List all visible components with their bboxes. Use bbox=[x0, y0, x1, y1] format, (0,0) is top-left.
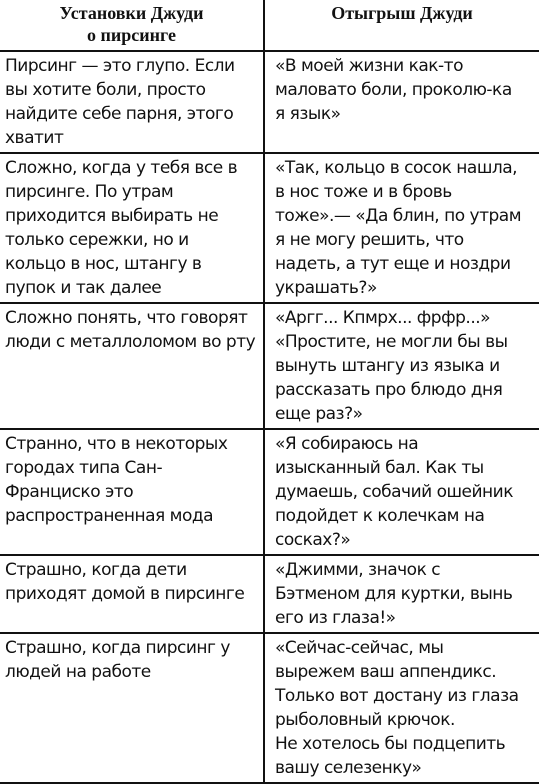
attitude-cell bbox=[0, 633, 264, 783]
performance-cell bbox=[264, 303, 539, 429]
attitude-text: Странно, что в некоторых городах типа Сан- Франциско это распространенная мода bbox=[5, 434, 228, 526]
performance-text: «Я собираюсь на изысканный бал. Как ты думаешь, собачий ошейник подойдет к колечкам на сосках?» bbox=[275, 434, 513, 550]
table-row bbox=[0, 633, 539, 783]
attitude-cell bbox=[0, 51, 264, 153]
performance-cell bbox=[264, 51, 539, 153]
performance-text: «Сейчас-сейчас, мы вырежем ваш аппендикс. Только вот достану из глаза рыболовный крючок. Не хотелось бы подцепить вашу селезенку» bbox=[275, 638, 519, 778]
attitude-cell bbox=[0, 303, 264, 429]
attitude-text: Страшно, когда пирсинг у людей на работе bbox=[5, 638, 230, 682]
table-row bbox=[0, 303, 539, 429]
performance-text: «Джимми, значок с Бэтменом для куртки, вынь его из глаза!» bbox=[275, 560, 513, 628]
header-attitudes-text: Установки Джуди о пирсинге bbox=[59, 3, 204, 45]
performance-text: «Аргг... Кпмрх... фрфр...» «Простите, не могли бы вы вынуть штангу из языка и рассказать про блюдо дня еще раз?» bbox=[275, 308, 508, 424]
attitude-text: Сложно понять, что говорят люди с металлоломом во рту bbox=[5, 308, 256, 352]
attitude-cell bbox=[0, 153, 264, 303]
attitude-text: Страшно, когда дети приходят домой в пирсинге bbox=[5, 560, 245, 604]
performance-cell bbox=[264, 633, 539, 783]
performance-text: «В моей жизни как-то маловато боли, проколю-ка я язык» bbox=[275, 56, 512, 124]
attitude-cell bbox=[0, 555, 264, 633]
table-header bbox=[0, 0, 539, 51]
header-row bbox=[0, 0, 539, 51]
table-row bbox=[0, 429, 539, 555]
attitude-text: Сложно, когда у тебя все в пирсинге. По утрам приходится выбирать не только сережки, но и кольцо в нос, штангу в пупок и так далее bbox=[5, 158, 238, 298]
attitude-cell bbox=[0, 429, 264, 555]
table-body bbox=[0, 51, 539, 783]
performance-cell bbox=[264, 153, 539, 303]
performance-cell bbox=[264, 555, 539, 633]
table-row bbox=[0, 555, 539, 633]
header-performance bbox=[264, 0, 539, 51]
header-attitudes bbox=[0, 0, 264, 51]
attitude-text: Пирсинг — это глупо. Если вы хотите боли, просто найдите себе парня, этого хватит bbox=[5, 56, 235, 148]
header-performance-text: Отыгрыш Джуди bbox=[331, 3, 473, 23]
performance-text: «Так, кольцо в сосок нашла, в нос тоже и в бровь тоже».— «Да блин, по утрам я не могу решить, что надеть, а тут еще и ноздри украшать?» bbox=[275, 158, 522, 298]
table-row bbox=[0, 153, 539, 303]
performance-cell bbox=[264, 429, 539, 555]
table-row bbox=[0, 51, 539, 153]
